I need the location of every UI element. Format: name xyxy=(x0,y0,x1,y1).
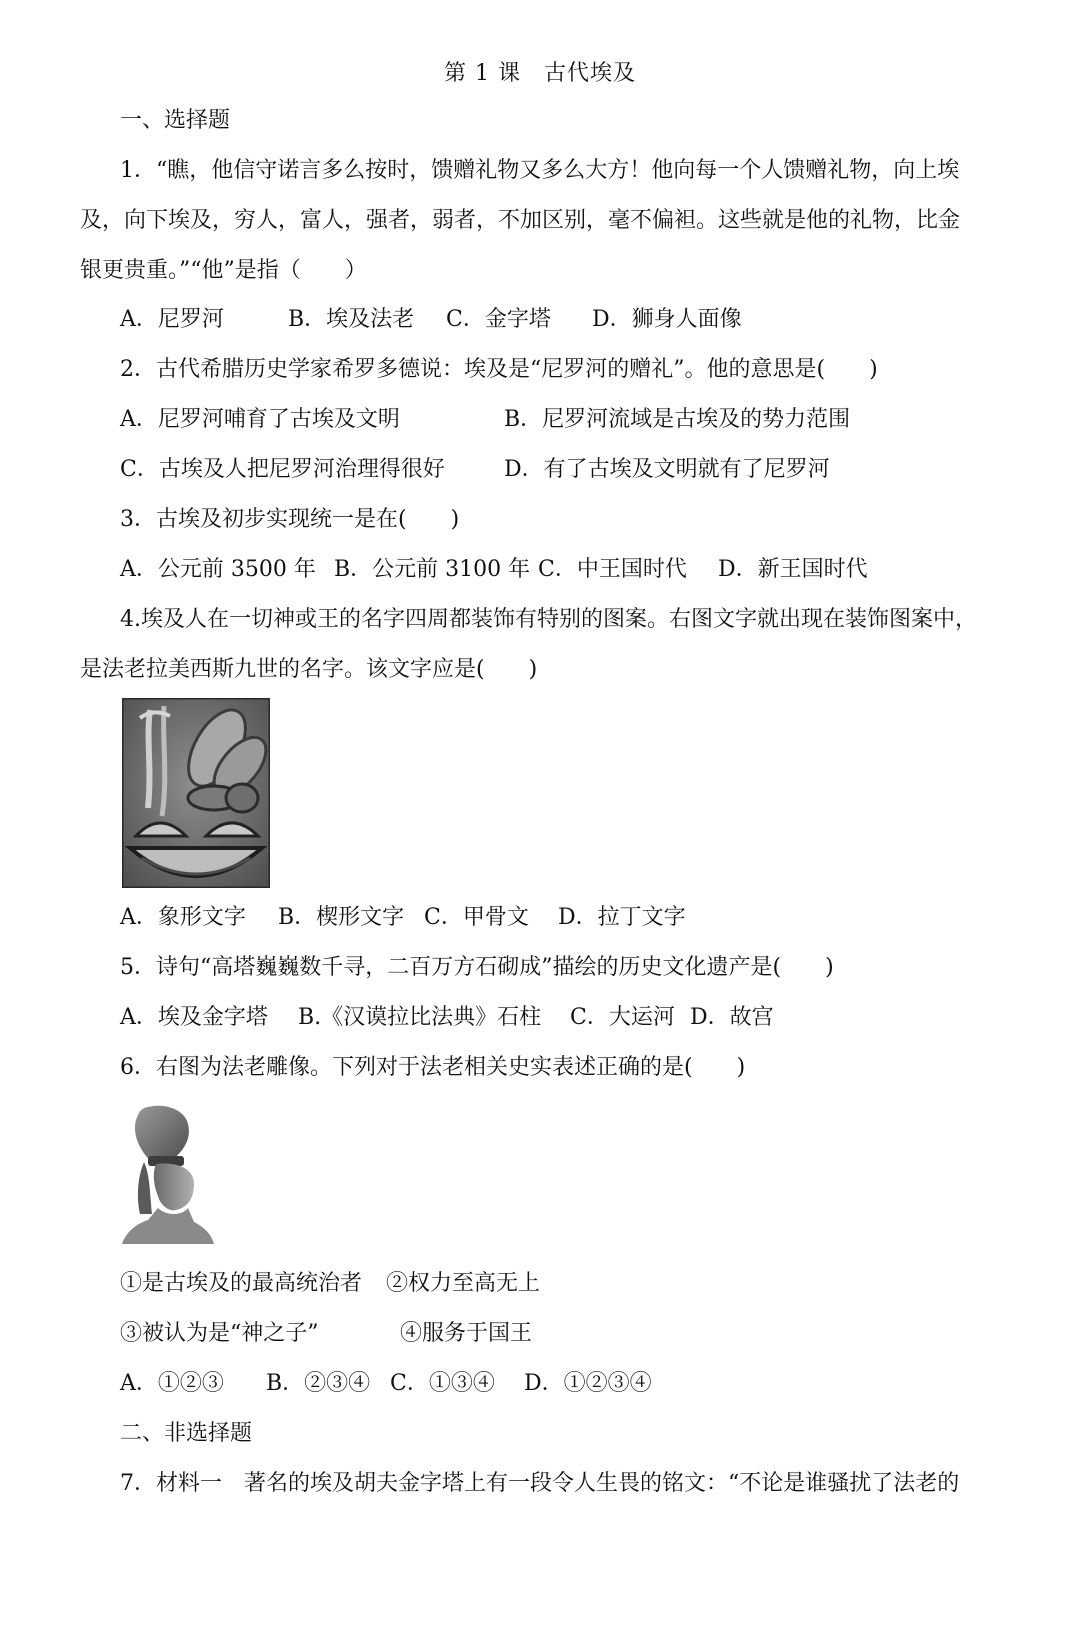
section-heading-non-choice: 二、非选择题 xyxy=(120,1421,253,1446)
option-c: C．金字塔 xyxy=(446,307,551,332)
option-b: B.《汉谟拉比法典》石柱 xyxy=(298,1005,542,1030)
question-4-line-1: 4.埃及人在一切神或王的名字四周都装饰有特别的图案。右图文字就出现在装饰图案中， xyxy=(120,607,977,632)
statement-2: ②权力至高无上 xyxy=(386,1271,541,1296)
option-b: B．埃及法老 xyxy=(288,307,415,332)
question-2-line-1: 2．古代希腊历史学家希罗多德说：埃及是“尼罗河的赠礼”。他的意思是( ) xyxy=(120,357,878,382)
statement-4: ④服务于国王 xyxy=(400,1321,533,1346)
option-c: C．古埃及人把尼罗河治理得很好 xyxy=(120,457,445,482)
option-a: A．尼罗河 xyxy=(120,307,224,332)
option-d: D．有了古埃及文明就有了尼罗河 xyxy=(504,457,830,482)
question-1-line-2: 及，向下埃及，穷人，富人，强者，弱者，不加区别，毫不偏袒。这些就是他的礼物，比金 xyxy=(80,208,961,233)
pharaoh-statue-image xyxy=(122,1104,214,1244)
statement-3: ③被认为是“神之子” xyxy=(120,1321,319,1346)
option-d: D．拉丁文字 xyxy=(558,905,686,930)
option-d: D．①②③④ xyxy=(524,1371,652,1396)
option-c: C．大运河 xyxy=(570,1005,675,1030)
option-d: D．新王国时代 xyxy=(718,557,868,582)
page-title: 第 1 课 古代埃及 xyxy=(444,61,636,86)
option-a: A．埃及金字塔 xyxy=(120,1005,268,1030)
question-1-line-3: 银更贵重。”“他”是指（ ） xyxy=(80,258,367,283)
question-1-line-1: 1．“瞧，他信守诺言多么按时，馈赠礼物又多么大方！他向每一个人馈赠礼物，向上埃 xyxy=(120,158,960,183)
option-b: B．公元前 3100 年 xyxy=(334,557,531,582)
question-6-line-1: 6．右图为法老雕像。下列对于法老相关史实表述正确的是( ) xyxy=(120,1055,746,1080)
question-3-line-1: 3．古埃及初步实现统一是在( ) xyxy=(120,507,460,532)
option-c: C．中王国时代 xyxy=(538,557,687,582)
question-5-line-1: 5．诗句“高塔巍巍数千寻，二百万方石砌成”描绘的历史文化遗产是( ) xyxy=(120,955,834,980)
option-b: B．尼罗河流域是古埃及的势力范围 xyxy=(504,407,851,432)
hieroglyph-cartouche-image xyxy=(122,698,270,888)
option-d: D．狮身人面像 xyxy=(592,307,742,332)
option-c: C．甲骨文 xyxy=(424,905,529,930)
option-b: B．②③④ xyxy=(266,1371,371,1396)
statement-1: ①是古埃及的最高统治者 xyxy=(120,1271,363,1296)
option-a: A．公元前 3500 年 xyxy=(120,557,316,582)
question-4-line-2: 是法老拉美西斯九世的名字。该文字应是( ) xyxy=(80,657,538,682)
option-d: D．故宫 xyxy=(690,1005,774,1030)
option-a: A．尼罗河哺育了古埃及文明 xyxy=(120,407,400,432)
section-heading-choice: 一、选择题 xyxy=(120,108,231,133)
option-c: C．①③④ xyxy=(390,1371,495,1396)
option-a: A．①②③ xyxy=(120,1371,224,1396)
question-7-line-1: 7．材料一 著名的埃及胡夫金字塔上有一段令人生畏的铭文：“不论是谁骚扰了法老的 xyxy=(120,1471,960,1496)
option-a: A．象形文字 xyxy=(120,905,246,930)
option-b: B．楔形文字 xyxy=(278,905,405,930)
